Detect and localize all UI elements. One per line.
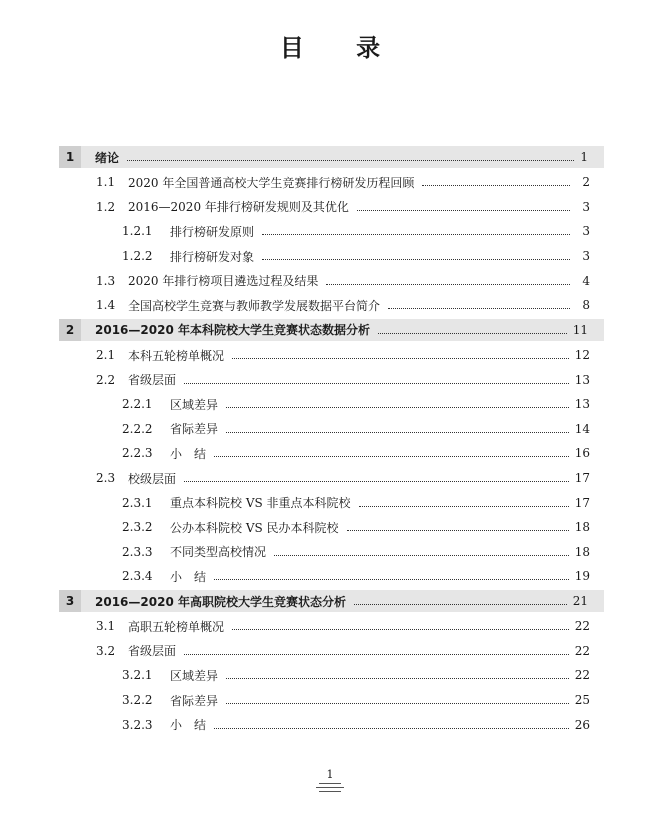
dot-leader <box>214 727 569 729</box>
toc-entry[interactable] <box>122 665 590 685</box>
entry-page: 18 <box>574 520 590 535</box>
chapter-number: 1 <box>59 146 81 168</box>
entry-page: 17 <box>574 471 590 485</box>
toc-entry[interactable] <box>96 468 590 488</box>
dot-leader <box>359 505 569 507</box>
entry-page: 8 <box>582 298 590 313</box>
toc-entry[interactable] <box>122 715 590 735</box>
entry-page: 3 <box>582 199 590 214</box>
entry-number: 2.3.3 <box>122 544 153 559</box>
entry-title: 不同类型高校情况 <box>170 545 267 560</box>
entry-page: 13 <box>574 372 590 387</box>
entry-page: 19 <box>574 569 590 584</box>
dot-leader <box>184 653 569 655</box>
entry-number: 2.3.1 <box>122 495 153 510</box>
toc-entry[interactable] <box>122 542 590 562</box>
entry-title: 小 结 <box>170 569 207 584</box>
dot-leader <box>232 628 569 630</box>
entry-number: 1.2.2 <box>122 249 153 263</box>
toc-entry[interactable] <box>96 641 590 661</box>
entry-page: 22 <box>574 668 590 683</box>
dot-leader <box>226 431 569 433</box>
dot-leader <box>347 529 569 531</box>
entry-page: 12 <box>574 348 590 362</box>
entry-page: 25 <box>574 693 590 707</box>
entry-title: 小 结 <box>170 446 207 461</box>
toc-entry[interactable] <box>96 370 590 390</box>
entry-page: 3 <box>582 224 590 239</box>
dot-leader <box>214 578 569 580</box>
entry-title: 小 结 <box>170 718 207 733</box>
entry-title: 本科五轮榜单概况 <box>128 348 225 363</box>
chapter-page: 11 <box>572 322 588 337</box>
toc-entry[interactable] <box>96 271 590 291</box>
chapter-title: 2016—2020 年高职院校大学生竞赛状态分析 <box>95 594 346 609</box>
entry-number: 2.3.4 <box>122 569 153 584</box>
entry-page: 3 <box>582 249 590 263</box>
entry-number: 1.2 <box>96 199 116 214</box>
entry-title: 省际差异 <box>170 422 219 437</box>
toc-entry[interactable] <box>122 493 590 513</box>
footer-ornament <box>310 783 350 795</box>
chapter-page: 1 <box>580 150 588 164</box>
entry-number: 2.2.3 <box>122 446 153 461</box>
entry-title: 省级层面 <box>128 644 177 659</box>
entry-number: 2.2 <box>96 372 116 387</box>
entry-number: 2.3.2 <box>122 520 153 535</box>
entry-title: 高职五轮榜单概况 <box>128 619 225 634</box>
dot-leader <box>326 283 570 285</box>
entry-number: 3.2.1 <box>122 668 153 683</box>
dot-leader <box>354 603 567 605</box>
entry-number: 2.2.2 <box>122 421 153 436</box>
entry-title: 全国高校学生竞赛与教师教学发展数据平台简介 <box>128 298 381 313</box>
dot-leader <box>422 184 570 186</box>
dot-leader <box>262 258 570 260</box>
entry-page: 13 <box>574 397 590 412</box>
entry-number: 1.3 <box>96 273 116 288</box>
entry-number: 3.2.3 <box>122 717 153 732</box>
entry-title: 排行榜研发原则 <box>170 224 255 239</box>
toc-entry[interactable] <box>122 443 590 463</box>
entry-title: 2020 年排行榜项目遴选过程及结果 <box>128 274 319 289</box>
chapter-number: 3 <box>59 590 81 612</box>
dot-leader <box>388 307 570 309</box>
chapter-title: 绪论 <box>95 150 120 165</box>
dot-leader <box>274 554 569 556</box>
entry-page: 14 <box>574 421 590 436</box>
entry-title: 区域差异 <box>170 668 219 683</box>
entry-page: 2 <box>582 175 590 190</box>
dot-leader <box>214 455 569 457</box>
dot-leader <box>378 332 567 334</box>
entry-page: 18 <box>574 544 590 559</box>
entry-page: 26 <box>574 717 590 732</box>
entry-number: 2.2.1 <box>122 397 153 412</box>
entry-title: 校级层面 <box>128 471 177 486</box>
entry-title: 2016—2020 年排行榜研发规则及其优化 <box>128 200 349 215</box>
entry-title: 排行榜研发对象 <box>170 249 255 264</box>
entry-number: 1.1 <box>96 175 116 190</box>
entry-title: 公办本科院校 VS 民办本科院校 <box>170 520 339 535</box>
entry-page: 4 <box>582 273 590 288</box>
toc-entry[interactable] <box>122 246 590 266</box>
toc-entry[interactable] <box>96 172 590 192</box>
entry-title: 区域差异 <box>170 397 219 412</box>
chapter-title: 2016—2020 年本科院校大学生竞赛状态数据分析 <box>95 323 370 338</box>
entry-title: 2020 年全国普通高校大学生竞赛排行榜研发历程回顾 <box>128 175 415 190</box>
entry-number: 1.2.1 <box>122 224 153 239</box>
toc-entry[interactable] <box>96 345 590 365</box>
entry-title: 省际差异 <box>170 693 219 708</box>
toc-entry[interactable] <box>122 566 590 586</box>
chapter-number: 2 <box>59 319 81 341</box>
toc-chapter-1[interactable] <box>59 146 604 168</box>
dot-leader <box>226 406 569 408</box>
entry-number: 3.1 <box>96 619 116 634</box>
entry-number: 3.2.2 <box>122 693 153 707</box>
toc-entry[interactable] <box>122 517 590 537</box>
toc-entry[interactable] <box>96 295 590 315</box>
chapter-page: 21 <box>572 594 588 608</box>
entry-page: 16 <box>574 446 590 461</box>
entry-number: 3.2 <box>96 643 116 658</box>
dot-leader <box>127 159 574 161</box>
entry-title: 省级层面 <box>128 373 177 388</box>
entry-number: 1.4 <box>96 298 116 313</box>
dot-leader <box>226 702 569 704</box>
toc-entry[interactable] <box>122 221 590 241</box>
entry-number: 2.1 <box>96 348 116 362</box>
page-title: 目 录 <box>279 34 403 62</box>
entry-number: 2.3 <box>96 471 116 485</box>
toc-chapter-2[interactable] <box>59 319 604 341</box>
entry-title: 重点本科院校 VS 非重点本科院校 <box>170 496 351 511</box>
page-number: 1 <box>326 768 334 781</box>
dot-leader <box>226 677 569 679</box>
entry-page: 22 <box>574 619 590 634</box>
dot-leader <box>232 357 569 359</box>
entry-page: 17 <box>574 495 590 510</box>
toc-entry[interactable] <box>122 690 590 710</box>
dot-leader <box>357 209 570 211</box>
toc-entry[interactable] <box>122 394 590 414</box>
toc-entry[interactable] <box>96 197 590 217</box>
dot-leader <box>184 480 569 482</box>
entry-page: 22 <box>574 643 590 658</box>
toc-chapter-3[interactable] <box>59 590 604 612</box>
toc-entry[interactable] <box>122 419 590 439</box>
dot-leader <box>184 382 569 384</box>
dot-leader <box>262 233 570 235</box>
toc-entry[interactable] <box>96 616 590 636</box>
